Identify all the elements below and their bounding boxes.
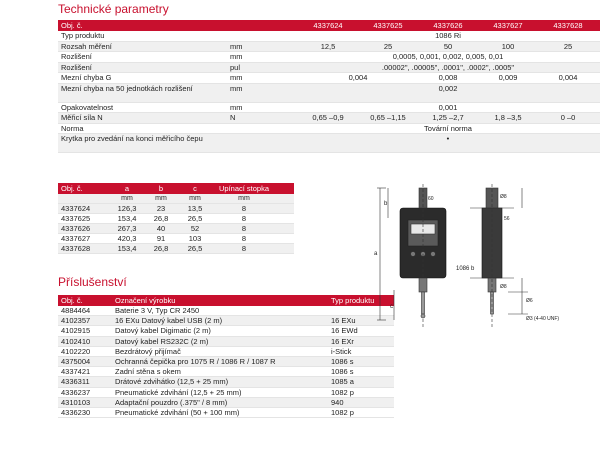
params-section-title: Technické parametry	[58, 2, 169, 16]
product-type: 1082 p	[331, 387, 354, 397]
dimension-label: Ø8	[500, 284, 507, 290]
product-name: Drátové zdvihátko (12,5 + 25 mm)	[115, 377, 229, 387]
order-number: 4337626	[61, 224, 91, 233]
accessory-row	[58, 398, 394, 408]
product-name: Datový kabel Digimatic (2 m)	[115, 326, 211, 336]
dimension-value: 26,8	[153, 214, 169, 223]
parameter-row	[58, 113, 600, 124]
parameter-unit: pul	[230, 62, 241, 72]
parameter-unit: mm	[230, 52, 243, 61]
parameters-header	[58, 20, 600, 31]
dimensions-units-row: mm mm mm mm	[58, 194, 294, 204]
header-model: 4337628	[553, 21, 583, 30]
header-model: 4337625	[373, 21, 403, 30]
parameter-label: Typ produktu	[61, 31, 105, 40]
product-type: i-Stick	[331, 346, 352, 356]
accessory-row	[58, 337, 394, 347]
order-number: 4102410	[61, 336, 91, 346]
parameter-value: •	[446, 134, 450, 143]
parameter-unit	[212, 31, 298, 41]
dimension-value: 8	[241, 234, 247, 243]
parameter-value: 0,65 –1,15	[370, 113, 406, 122]
dimension-value: 8	[241, 214, 247, 223]
product-name: Pneumatické zdvihání (12,5 + 25 mm)	[115, 387, 242, 397]
dimension-label: Ø8	[500, 194, 507, 200]
accessory-row	[58, 347, 394, 357]
parameter-unit: mm	[230, 41, 243, 51]
accessory-row	[58, 367, 394, 377]
parameter-row	[58, 84, 600, 103]
accessory-row	[58, 316, 394, 326]
parameter-label: Rozlišení	[61, 62, 92, 72]
order-number: 4336311	[61, 377, 90, 387]
dimension-label: 60	[428, 196, 434, 202]
parameter-label: Norma	[61, 123, 84, 133]
order-number: 4102915	[61, 326, 91, 336]
dimension-value: 26,5	[187, 244, 203, 253]
order-number: 4337628	[61, 244, 91, 253]
header-model: 4337626	[433, 21, 463, 30]
dimension-value: 13,5	[187, 204, 203, 213]
parameter-unit: N	[230, 113, 236, 122]
dimension-value: 126,3	[117, 204, 137, 213]
order-number: 4336230	[61, 407, 91, 417]
dimension-value: 153,4	[117, 214, 137, 223]
parameter-value: 0,001	[438, 102, 458, 112]
product-name: Bezdrátový přijímač	[115, 346, 181, 356]
dimension-label: Ø3 (4-40 UNF)	[526, 316, 560, 322]
accessory-row	[58, 408, 394, 418]
parameter-unit	[212, 134, 298, 152]
dimensions-table	[58, 183, 294, 254]
dimension-row	[58, 214, 294, 224]
product-type: 1086 s	[331, 367, 354, 377]
dimension-value: 8	[241, 224, 247, 233]
product-name: Datový kabel RS232C (2 m)	[115, 336, 209, 346]
product-type: 16 EWd	[331, 326, 358, 336]
parameter-value: 0,009	[498, 73, 518, 82]
parameter-value: 0,65 –0,9	[312, 113, 344, 122]
dimension-a-label: a	[374, 251, 378, 257]
accessories-table	[58, 295, 394, 418]
order-number: 4337421	[61, 367, 91, 377]
parameter-row	[58, 31, 600, 42]
dimension-value: 8	[241, 204, 247, 213]
parameter-value: 12,5	[320, 41, 336, 51]
order-number: 4884464	[61, 306, 91, 315]
accessories-section-title: Příslušenství	[58, 275, 127, 289]
order-number: 4310103	[61, 397, 91, 407]
parameter-value: Tovární norma	[424, 123, 472, 133]
parameter-value: 50	[443, 41, 453, 51]
dimension-b-label: b	[384, 201, 388, 207]
parameter-value: 25	[383, 41, 393, 51]
dimension-value: 23	[156, 204, 166, 213]
dimension-value: 91	[156, 234, 166, 243]
dimension-value: 153,4	[117, 244, 137, 253]
parameter-value: 0,004	[348, 73, 368, 82]
product-type: 1082 p	[331, 407, 354, 417]
parameter-label: Opakovatelnost	[61, 102, 114, 112]
dimension-row	[58, 204, 294, 214]
parameter-row	[58, 134, 600, 153]
dimension-value: 8	[241, 244, 247, 253]
dimension-value: 26,8	[153, 244, 169, 253]
product-type: 1085 a	[331, 377, 354, 387]
dimension-row	[58, 244, 294, 254]
parameter-label: Mezní chyba G	[61, 73, 112, 82]
order-number: 4375004	[61, 356, 91, 366]
parameter-value: 0,004	[558, 73, 578, 82]
accessory-row	[58, 357, 394, 367]
product-name: Baterie 3 V, Typ CR 2450	[115, 306, 200, 315]
accessory-row	[58, 326, 394, 336]
header-order-number: Obj. č.	[61, 21, 83, 30]
product-name: Ochranná čepička pro 1075 R / 1086 R / 1087 R	[115, 356, 276, 366]
order-number: 4337625	[61, 214, 91, 223]
product-type: 16 EXu	[331, 316, 356, 326]
product-name: 16 EXu Datový kabel USB (2 m)	[115, 316, 223, 326]
product-type: 16 EXr	[331, 336, 354, 346]
product-type: 1086 s	[331, 356, 354, 366]
dimension-value: 52	[190, 224, 200, 233]
order-number: 4102357	[61, 316, 91, 326]
product-name: Zadní stěna s okem	[115, 367, 181, 377]
parameter-row	[58, 124, 600, 135]
parameter-value: 0,0005, 0,001, 0,002, 0,005, 0,01	[392, 52, 504, 61]
parameter-label: Měřicí síla N	[61, 113, 103, 122]
header-model: 4337624	[313, 21, 343, 30]
parameter-value: 0 –0	[560, 113, 576, 122]
model-label: 1086 b	[456, 266, 475, 272]
accessory-row	[58, 388, 394, 398]
header-model: 4337627	[493, 21, 523, 30]
parameter-unit: mm	[230, 102, 243, 112]
order-number: 4102220	[61, 346, 91, 356]
technical-drawing	[372, 180, 600, 328]
parameter-unit: mm	[230, 73, 243, 82]
parameter-label: Mezní chyba na 50 jednotkách rozlišení	[61, 83, 193, 93]
dimensions-header: Obj. č. a b c Upínací stopka	[58, 183, 294, 194]
product-type: 940	[331, 397, 344, 407]
product-name: Pneumatické zdvihání (50 + 100 mm)	[115, 407, 240, 417]
dimension-label: Ø6	[526, 298, 533, 304]
dimension-value: 40	[156, 224, 166, 233]
order-number: 4337624	[61, 204, 91, 213]
accessories-header: Obj. č. Označení výrobku Typ produktu	[58, 295, 394, 306]
parameter-row	[58, 63, 600, 74]
order-number: 4337627	[61, 234, 91, 243]
parameter-label: Krytka pro zvedání na konci měřicího čepu	[61, 134, 203, 143]
parameter-unit	[212, 124, 298, 134]
parameter-value: .00002", .00005", .0001", .0002", .0005"	[381, 62, 515, 72]
dimension-value: 103	[188, 234, 202, 243]
dimension-label: 56	[504, 216, 510, 222]
dimension-value: 420,3	[117, 234, 137, 243]
parameter-value: 100	[501, 41, 515, 51]
dimension-row	[58, 224, 294, 234]
parameter-value: 0,002	[438, 83, 458, 93]
dimension-value: 26,5	[187, 214, 203, 223]
parameter-value: 0,008	[438, 73, 458, 82]
parameters-table	[58, 20, 600, 153]
parameter-value: 25	[563, 41, 573, 51]
parameter-row	[58, 103, 600, 114]
parameter-value: 1,8 –3,5	[494, 113, 522, 122]
parameter-value: 1,25 –2,7	[432, 113, 464, 122]
parameter-row	[58, 42, 600, 53]
accessory-row	[58, 377, 394, 387]
parameter-label: Rozlišení	[61, 52, 92, 61]
dimension-row	[58, 234, 294, 244]
accessory-row	[58, 306, 394, 316]
parameter-unit: mm	[230, 83, 243, 93]
parameter-row	[58, 73, 600, 84]
product-name: Adaptační pouzdro (.375" / 8 mm)	[115, 397, 228, 407]
parameter-row	[58, 52, 600, 63]
dimension-value: 267,3	[117, 224, 137, 233]
dimension-c-label: c	[390, 304, 393, 310]
order-number: 4336237	[61, 387, 91, 397]
parameter-label: Rozsah měření	[61, 41, 112, 51]
parameter-value: 1086 Ri	[435, 31, 461, 40]
